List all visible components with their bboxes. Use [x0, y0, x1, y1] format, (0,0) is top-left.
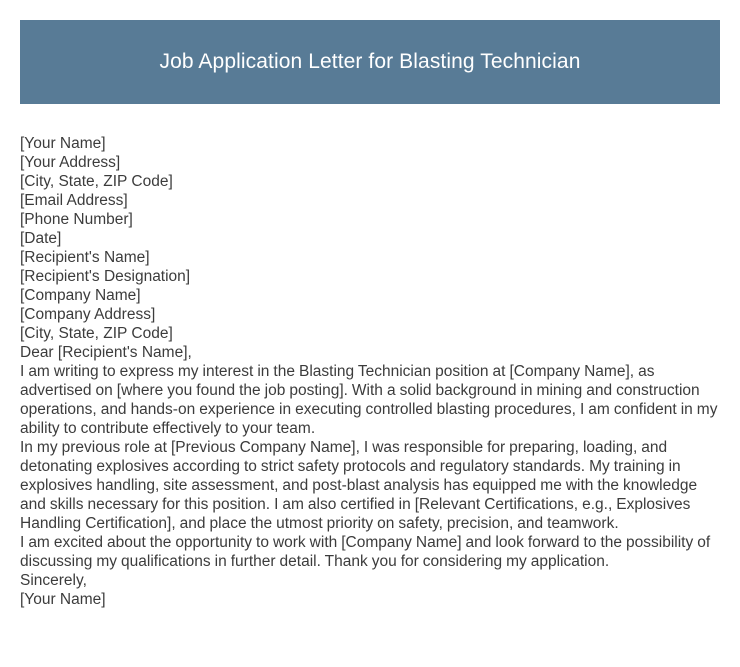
page-title: Job Application Letter for Blasting Technician: [159, 50, 581, 73]
recipient-city-state-zip: [City, State, ZIP Code]: [20, 325, 173, 342]
sender-name: [Your Name]: [20, 135, 106, 152]
recipient-designation: [Recipient's Designation]: [20, 268, 191, 285]
paragraph-closing: I am excited about the opportunity to work with [Company Name] and look forward to the possibility of discussing my qualifications in further detail. Thank you for considering my application.: [20, 534, 711, 570]
recipient-address: [Company Address]: [20, 306, 156, 323]
recipient-name: [Recipient's Name]: [20, 249, 150, 266]
sender-email: [Email Address]: [20, 192, 128, 209]
salutation: Dear [Recipient's Name],: [20, 344, 192, 361]
header-banner: [20, 20, 720, 104]
signature: [Your Name]: [20, 591, 106, 608]
paragraph-intro: I am writing to express my interest in the Blasting Technician position at [Company Name], as advertised on [where you found the job posting]. With a solid background in mining and construction operations, and hands-on experience in executing controlled blasting procedures, I am confident in my ability to contribute effectively to your team.: [20, 363, 718, 437]
sender-phone: [Phone Number]: [20, 211, 133, 228]
closing: Sincerely,: [20, 572, 87, 589]
recipient-company: [Company Name]: [20, 287, 141, 304]
sender-city-state-zip: [City, State, ZIP Code]: [20, 173, 173, 190]
letter-body: [20, 134, 720, 609]
paragraph-experience: In my previous role at [Previous Company Name], I was responsible for preparing, loading, and detonating explosives according to strict safety protocols and regulatory standards. My training in explosives handling, site assessment, and post-blast analysis has equipped me with the knowledge and skills necessary for this position. I am also certified in [Relevant Certifications, e.g., Explosives Handling Certification], and place the utmost priority on safety, precision, and teamwork.: [20, 439, 698, 532]
sender-address: [Your Address]: [20, 154, 121, 171]
letter-date: [Date]: [20, 230, 62, 247]
